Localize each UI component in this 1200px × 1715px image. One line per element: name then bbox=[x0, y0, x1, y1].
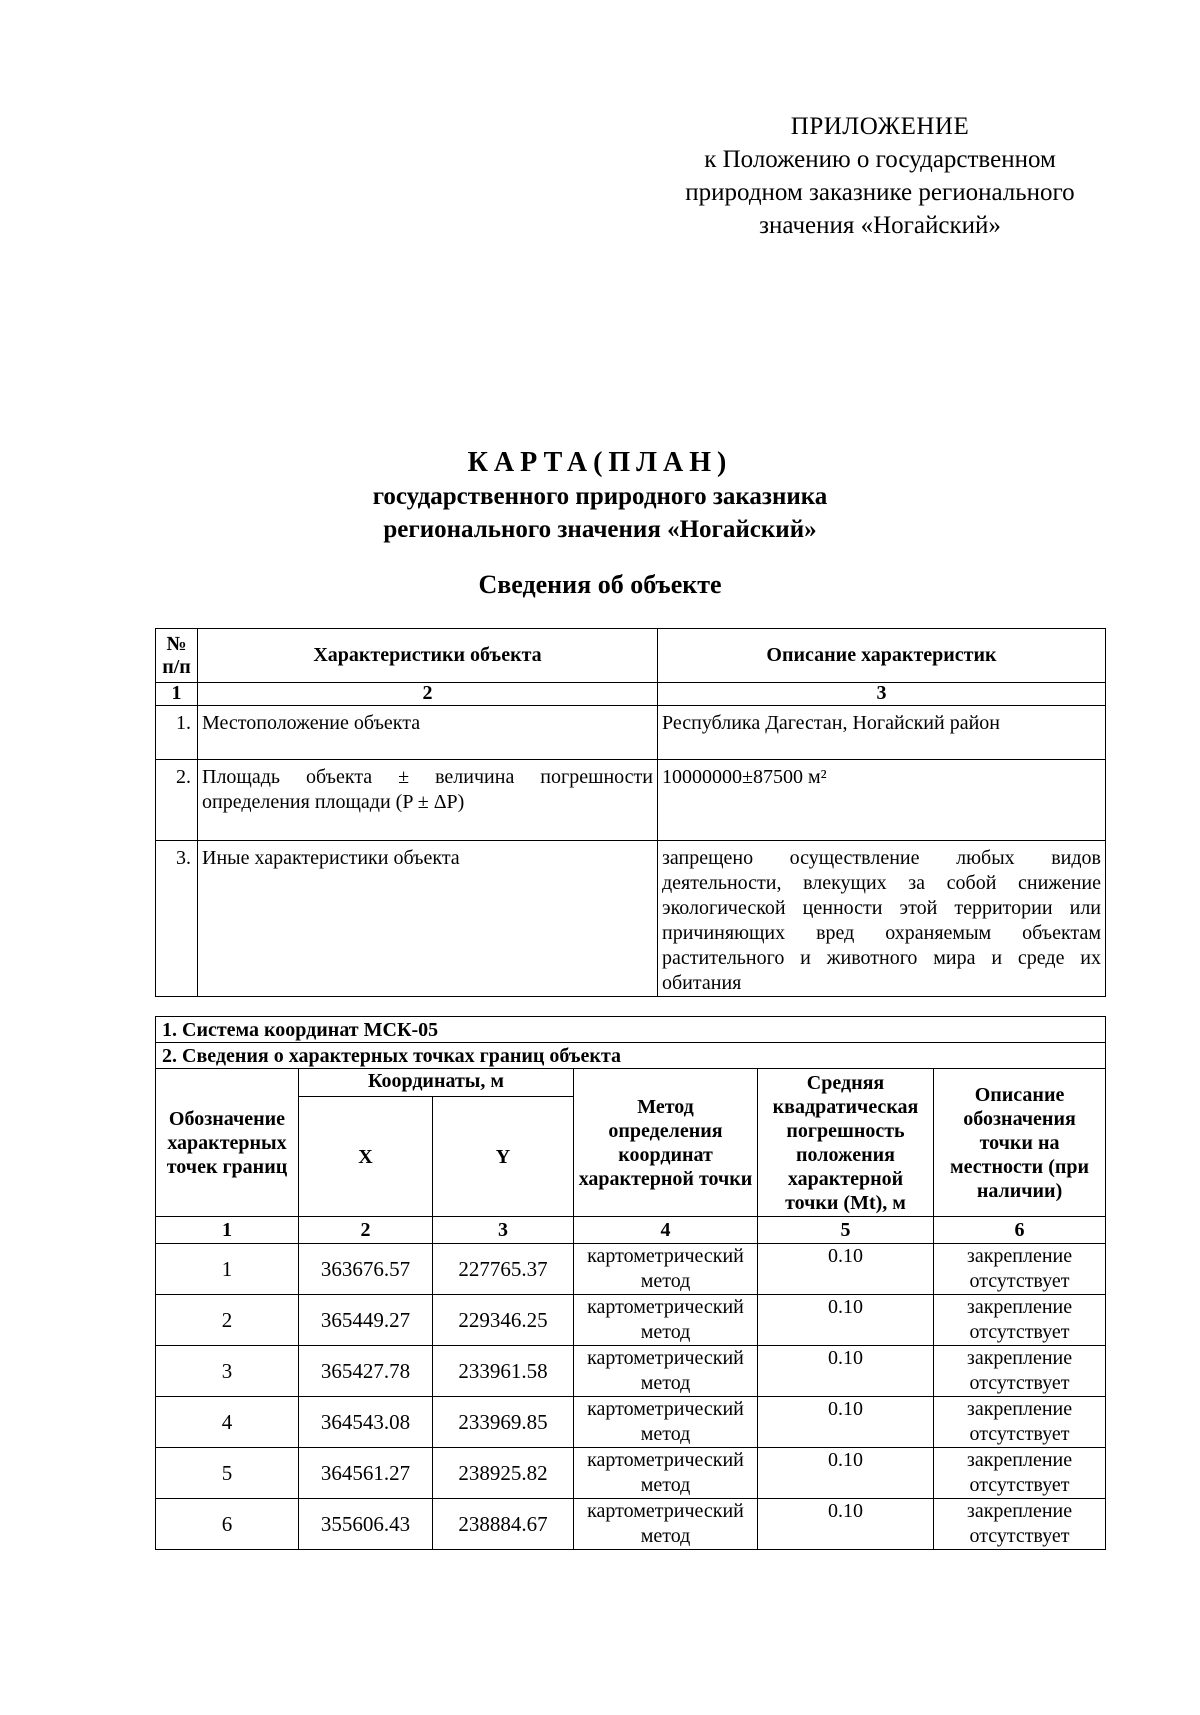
point-description: закрепление отсутствует bbox=[934, 1499, 1106, 1550]
header-characteristics: Характеристики объекта bbox=[198, 629, 658, 683]
row-characteristic: Местоположение объекта bbox=[198, 706, 658, 760]
appendix-line-2: природном заказнике регионального bbox=[685, 179, 1075, 206]
point-method: картометрический метод bbox=[574, 1448, 758, 1499]
header-error: Средняя квадратическая погрешность положения характерной точки (Mt), м bbox=[758, 1069, 934, 1217]
appendix-title: ПРИЛОЖЕНИЕ bbox=[790, 113, 970, 140]
point-description: закрепление отсутствует bbox=[934, 1448, 1106, 1499]
coordinate-system-row bbox=[156, 1017, 1106, 1043]
document-subtitle bbox=[0, 480, 1200, 546]
row-characteristic: Площадь объекта ± величина погрешности определения площади (P ± ΔP) bbox=[198, 760, 658, 841]
row-number: 2. bbox=[156, 760, 198, 841]
point-id: 1 bbox=[156, 1244, 299, 1295]
table-row bbox=[156, 1295, 1106, 1346]
column-number: 2 bbox=[299, 1217, 433, 1244]
header-description: Описание характеристик bbox=[658, 629, 1106, 683]
column-number: 2 bbox=[198, 683, 658, 706]
point-y: 233969.85 bbox=[433, 1397, 574, 1448]
point-error: 0.10 bbox=[758, 1244, 934, 1295]
point-description: закрепление отсутствует bbox=[934, 1244, 1106, 1295]
point-method: картометрический метод bbox=[574, 1295, 758, 1346]
section-row bbox=[156, 1043, 1106, 1069]
appendix-line-1: к Положению о государственном bbox=[704, 146, 1056, 173]
point-x: 364543.08 bbox=[299, 1397, 433, 1448]
column-number-row bbox=[156, 1217, 1106, 1244]
table-header-row bbox=[156, 629, 1106, 683]
table-row bbox=[156, 1448, 1106, 1499]
column-number: 3 bbox=[433, 1217, 574, 1244]
point-y: 227765.37 bbox=[433, 1244, 574, 1295]
appendix-line-3: значения «Ногайский» bbox=[759, 212, 1001, 239]
table-row bbox=[156, 760, 1106, 841]
point-method: картометрический метод bbox=[574, 1397, 758, 1448]
point-id: 2 bbox=[156, 1295, 299, 1346]
point-x: 365427.78 bbox=[299, 1346, 433, 1397]
point-x: 355606.43 bbox=[299, 1499, 433, 1550]
table-row bbox=[156, 1397, 1106, 1448]
object-info-table bbox=[155, 628, 1106, 997]
header-row-1 bbox=[156, 1069, 1106, 1097]
point-id: 5 bbox=[156, 1448, 299, 1499]
column-number: 4 bbox=[574, 1217, 758, 1244]
row-number: 1. bbox=[156, 706, 198, 760]
column-number: 3 bbox=[658, 683, 1106, 706]
appendix-block bbox=[640, 110, 1120, 242]
coordinate-system: 1. Система координат МСК-05 bbox=[156, 1017, 1106, 1043]
header-y: Y bbox=[433, 1097, 574, 1217]
header-number: № п/п bbox=[156, 629, 198, 683]
column-number: 1 bbox=[156, 683, 198, 706]
row-description: Республика Дагестан, Ногайский район bbox=[658, 706, 1106, 760]
point-id: 4 bbox=[156, 1397, 299, 1448]
point-y: 229346.25 bbox=[433, 1295, 574, 1346]
point-error: 0.10 bbox=[758, 1499, 934, 1550]
table-row bbox=[156, 841, 1106, 997]
point-method: картометрический метод bbox=[574, 1244, 758, 1295]
point-description: закрепление отсутствует bbox=[934, 1295, 1106, 1346]
subtitle-line-2: регионального значения «Ногайский» bbox=[383, 516, 817, 543]
section-heading: Сведения об объекте bbox=[478, 570, 722, 599]
point-error: 0.10 bbox=[758, 1346, 934, 1397]
column-number: 1 bbox=[156, 1217, 299, 1244]
boundary-points-table bbox=[155, 1016, 1106, 1550]
point-x: 364561.27 bbox=[299, 1448, 433, 1499]
point-description: закрепление отсутствует bbox=[934, 1397, 1106, 1448]
header-coordinates: Координаты, м bbox=[299, 1069, 574, 1097]
subtitle-line-1: государственного природного заказника bbox=[372, 483, 828, 510]
column-number: 6 bbox=[934, 1217, 1106, 1244]
point-id: 6 bbox=[156, 1499, 299, 1550]
table-row bbox=[156, 1244, 1106, 1295]
table-row bbox=[156, 1346, 1106, 1397]
point-method: картометрический метод bbox=[574, 1499, 758, 1550]
table-row bbox=[156, 706, 1106, 760]
row-description: 10000000±87500 м² bbox=[658, 760, 1106, 841]
point-description: закрепление отсутствует bbox=[934, 1346, 1106, 1397]
point-y: 238884.67 bbox=[433, 1499, 574, 1550]
point-method: картометрический метод bbox=[574, 1346, 758, 1397]
header-point-description: Описание обозначения точки на местности (при наличии) bbox=[934, 1069, 1106, 1217]
point-error: 0.10 bbox=[758, 1448, 934, 1499]
row-description: запрещено осуществление любых видов деятельности, влекущих за собой снижение экологической ценности этой территории или причиняющих вред охраняемым объектам растительного и животного мира и среде их обитания bbox=[658, 841, 1106, 997]
column-number: 5 bbox=[758, 1217, 934, 1244]
table-row bbox=[156, 1499, 1106, 1550]
header-designation: Обозначение характерных точек границ bbox=[156, 1069, 299, 1217]
point-error: 0.10 bbox=[758, 1295, 934, 1346]
document-title: КАРТА(ПЛАН) bbox=[467, 447, 733, 478]
column-number-row bbox=[156, 683, 1106, 706]
point-x: 363676.57 bbox=[299, 1244, 433, 1295]
header-method: Метод определения координат характерной точки bbox=[574, 1069, 758, 1217]
header-x: X bbox=[299, 1097, 433, 1217]
row-number: 3. bbox=[156, 841, 198, 997]
row-characteristic: Иные характеристики объекта bbox=[198, 841, 658, 997]
point-error: 0.10 bbox=[758, 1397, 934, 1448]
point-id: 3 bbox=[156, 1346, 299, 1397]
point-y: 233961.58 bbox=[433, 1346, 574, 1397]
points-section-title: 2. Сведения о характерных точках границ объекта bbox=[156, 1043, 1106, 1069]
point-y: 238925.82 bbox=[433, 1448, 574, 1499]
point-x: 365449.27 bbox=[299, 1295, 433, 1346]
